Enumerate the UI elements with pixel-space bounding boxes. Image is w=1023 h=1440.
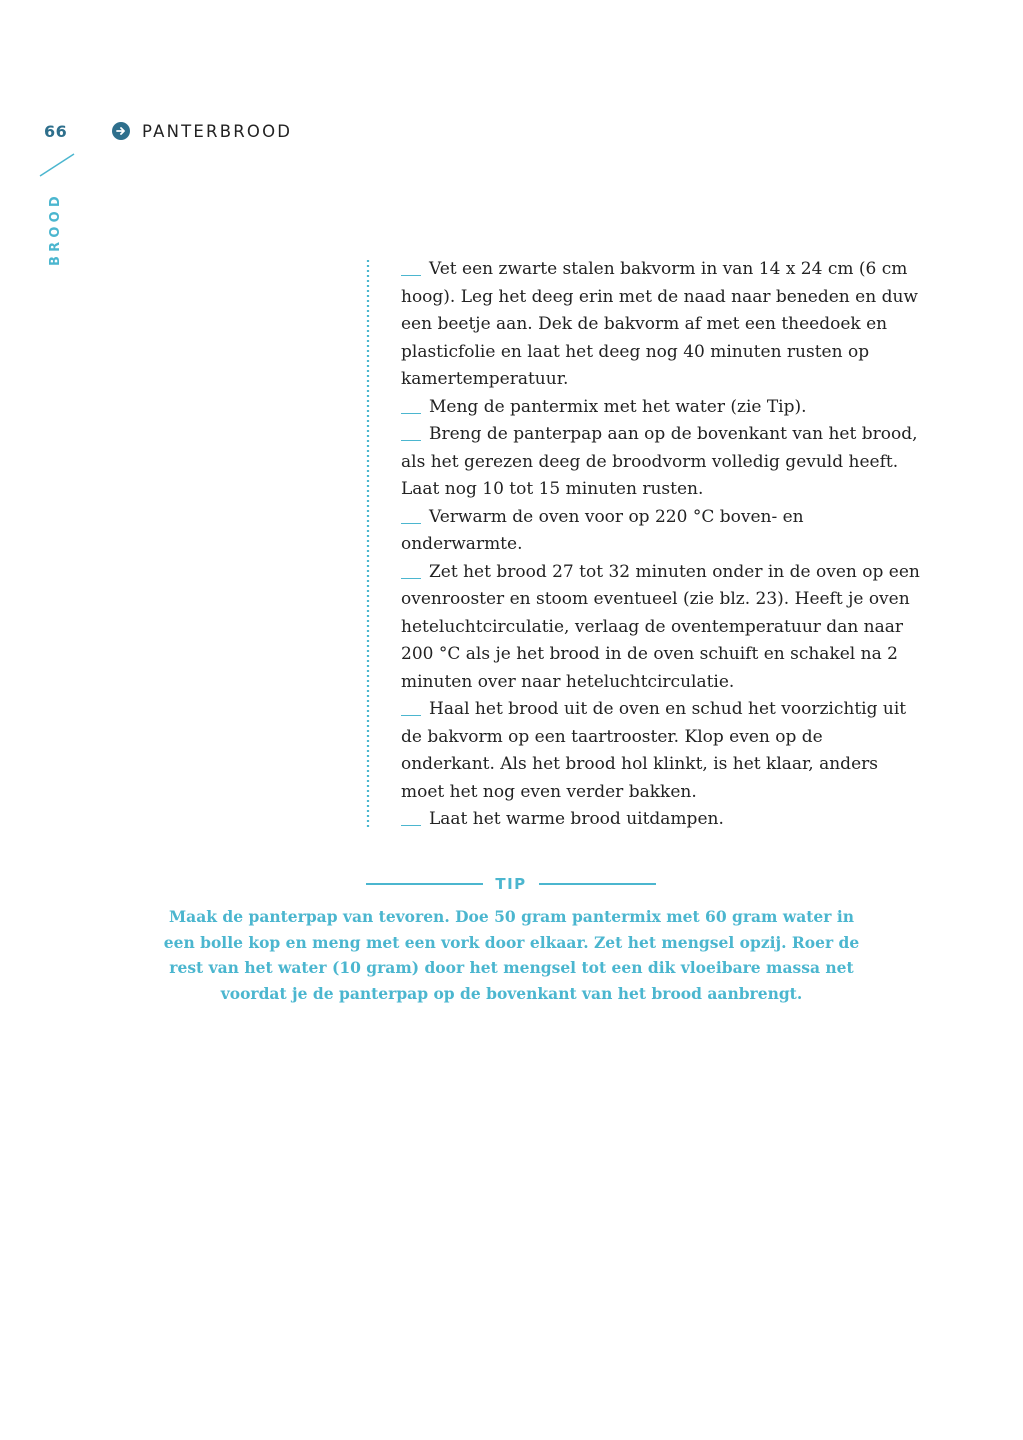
- step-text: Breng de panterpap aan op de bovenkant van het brood, als het gerezen deeg de broodvorm volledig gevuld heeft. Laat nog 10 tot 15 minuten rusten.: [401, 424, 918, 499]
- section-label: BROOD: [48, 192, 63, 266]
- dash-icon: [401, 825, 421, 826]
- method-step: [401, 559, 921, 697]
- tip-rule-right: [539, 883, 656, 885]
- method-step: [401, 806, 921, 834]
- dash-icon: [401, 440, 421, 441]
- tip-heading: [366, 872, 656, 896]
- dotted-rule: [366, 260, 370, 828]
- step-text: Vet een zwarte stalen bakvorm in van 14 x 24 cm (6 cm hoog). Leg het deeg erin met de naad naar beneden en duw een beetje aan. Dek de bakvorm af met een theedoek en plasticfolie en laat het deeg nog 40 minuten rusten op kamertemperatuur.: [401, 259, 918, 389]
- recipe-title: PANTERBROOD: [142, 121, 293, 141]
- step-text: Meng de pantermix met het water (zie Tip).: [429, 396, 807, 417]
- tip-label: TIP: [495, 875, 527, 893]
- tip-text: Maak de panterpap van tevoren. Doe 50 gram pantermix met 60 gram water in een bolle kop en meng met een vork door elkaar. Zet het mengsel opzij. Roer de rest van het water (10 gram) door het mengsel tot een dik vloeibare massa net voordat je de panterpap op de bovenkant van het brood aanbrengt.: [163, 907, 860, 1003]
- step-text: Haal het brood uit de oven en schud het voorzichtig uit de bakvorm op een taartrooster. Klop even op de onderkant. Als het brood hol klinkt, is het klaar, anders moet het nog even verder bakken.: [401, 699, 907, 802]
- divider-slash: [38, 152, 78, 178]
- dash-icon: [401, 275, 421, 276]
- tip-rule-left: [366, 883, 483, 885]
- method-steps: [401, 256, 921, 834]
- dash-icon: [401, 715, 421, 716]
- method-step: [401, 256, 921, 394]
- step-text: Verwarm de oven voor op 220 °C boven- en onderwarmte.: [401, 506, 804, 554]
- method-step: [401, 504, 921, 559]
- step-text: Zet het brood 27 tot 32 minuten onder in de oven op een ovenrooster en stoom eventueel (zie blz. 23). Heeft je oven heteluchtcirculatie, verlaag de oventemperatuur dan naar 200 °C als je het brood in de oven schuift en schakel na 2 minuten over naar heteluchtcirculatie.: [401, 561, 920, 692]
- dash-icon: [401, 413, 421, 414]
- method-step: [401, 421, 921, 504]
- dash-icon: [401, 578, 421, 579]
- dash-icon: [401, 523, 421, 524]
- page-number: 66: [44, 122, 68, 141]
- recipe-header: [112, 120, 292, 142]
- method-step: [401, 394, 921, 422]
- method-step: [401, 696, 921, 806]
- arrow-right-circle-icon: [112, 122, 130, 140]
- step-text: Laat het warme brood uitdampen.: [429, 809, 724, 829]
